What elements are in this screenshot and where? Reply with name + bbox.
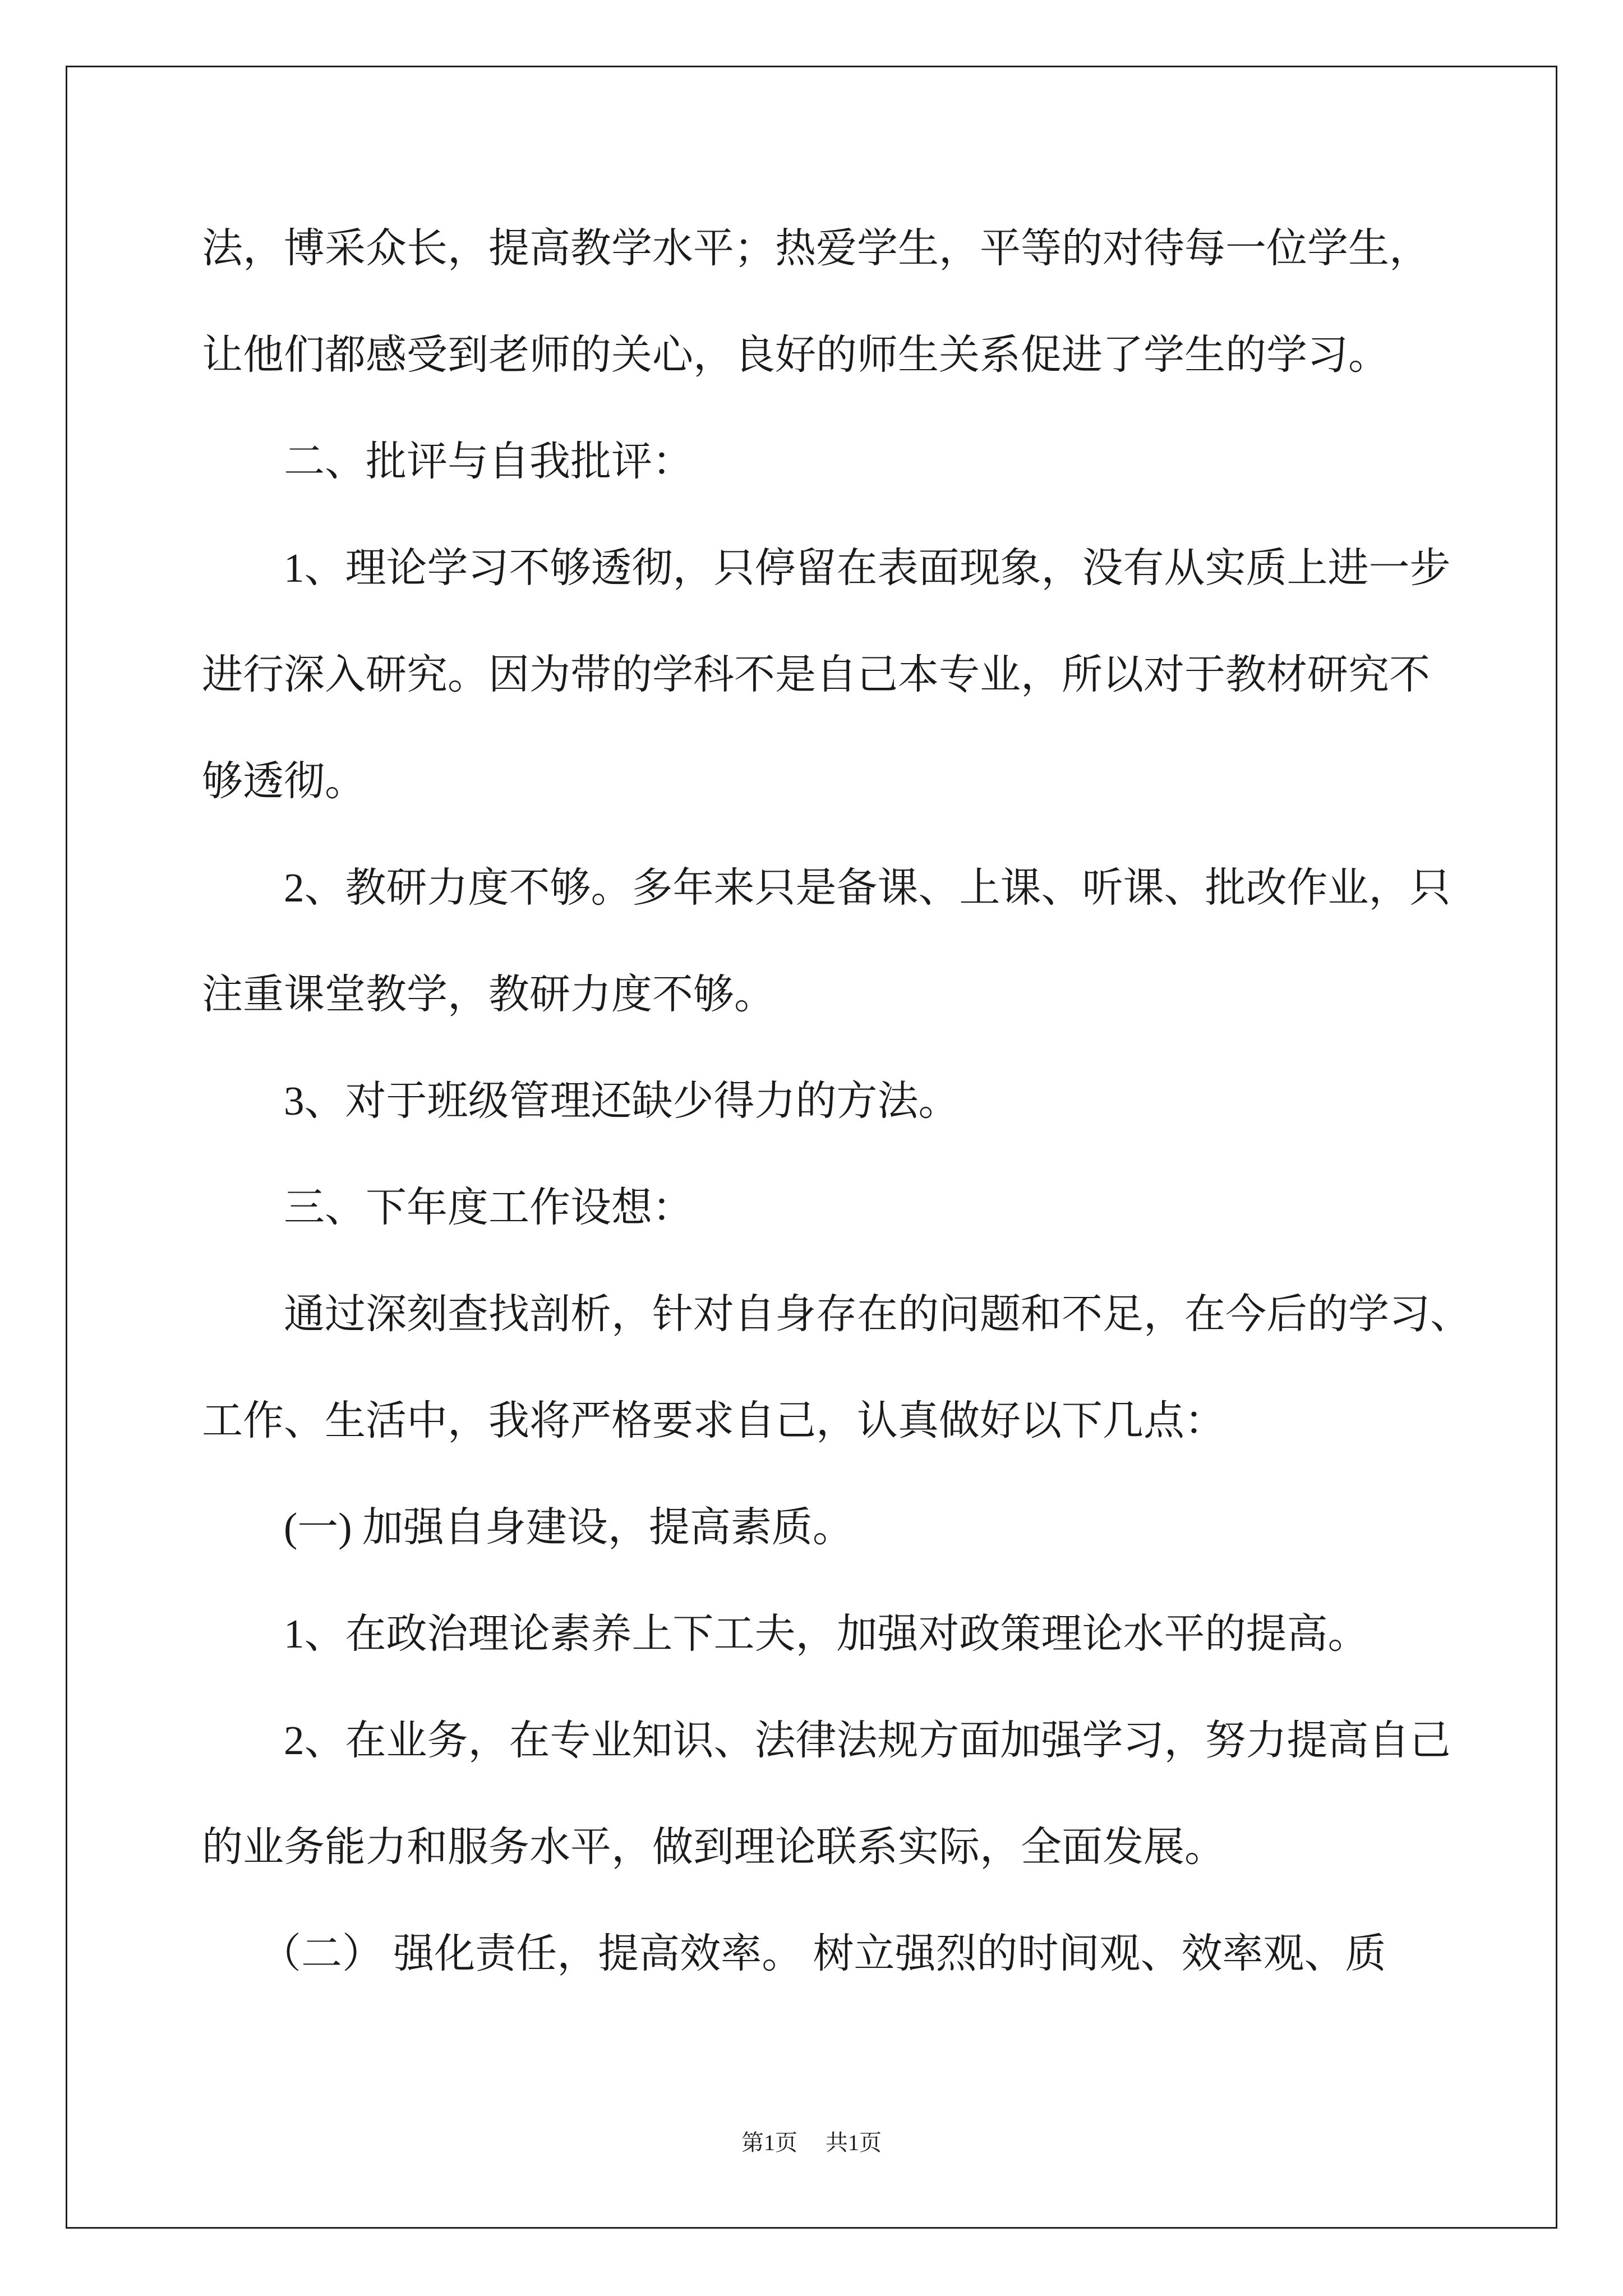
body-text-line: 1、在政治理论素养上下工夫，加强对政策理论水平的提高。 <box>284 1611 1369 1657</box>
body-text-line: 法，博采众长，提高教学水平；热爱学生，平等的对待每一位学生， <box>202 226 1430 271</box>
page-number-footer <box>0 2129 1623 2157</box>
subsection-heading: （二） 强化责任，提高效率。 树立强烈的时间观、效率观、质 <box>260 1931 1386 1976</box>
body-text-line: 让他们都感受到老师的关心，良好的师生关系促进了学生的学习。 <box>202 332 1389 378</box>
body-text-line: 2、在业务，在专业知识、法律法规方面加强学习，努力提高自己 <box>284 1718 1451 1763</box>
body-text-line: 3、对于班级管理还缺少得力的方法。 <box>284 1078 960 1124</box>
section-heading: 三、下年度工作设想： <box>284 1185 693 1230</box>
body-text-line: 2、教研力度不够。多年来只是备课、上课、听课、批改作业，只 <box>284 865 1451 910</box>
page-total-label: 共1页 <box>826 2130 882 2155</box>
body-text-line: 够透彻。 <box>202 758 366 804</box>
body-text-line: 进行深入研究。因为带的学科不是自己本专业，所以对于教材研究不 <box>202 652 1430 697</box>
page-number-label: 第1页 <box>741 2130 797 2155</box>
body-text-line: 1、理论学习不够透彻，只停留在表面现象，没有从实质上进一步 <box>284 545 1451 591</box>
body-text-line: 工作、生活中，我将严格要求自己，认真做好以下几点： <box>202 1398 1225 1443</box>
section-heading: 二、批评与自我批评： <box>284 439 693 484</box>
body-text-line: 通过深刻查找剖析，针对自身存在的问题和不足，在今后的学习、 <box>284 1291 1471 1337</box>
body-text-line: 的业务能力和服务水平，做到理论联系实际，全面发展。 <box>202 1824 1225 1870</box>
subsection-heading: (一) 加强自身建设，提高素质。 <box>284 1504 854 1550</box>
body-text-line: 注重课堂教学，教研力度不够。 <box>202 972 775 1017</box>
document-body <box>202 195 1503 2007</box>
